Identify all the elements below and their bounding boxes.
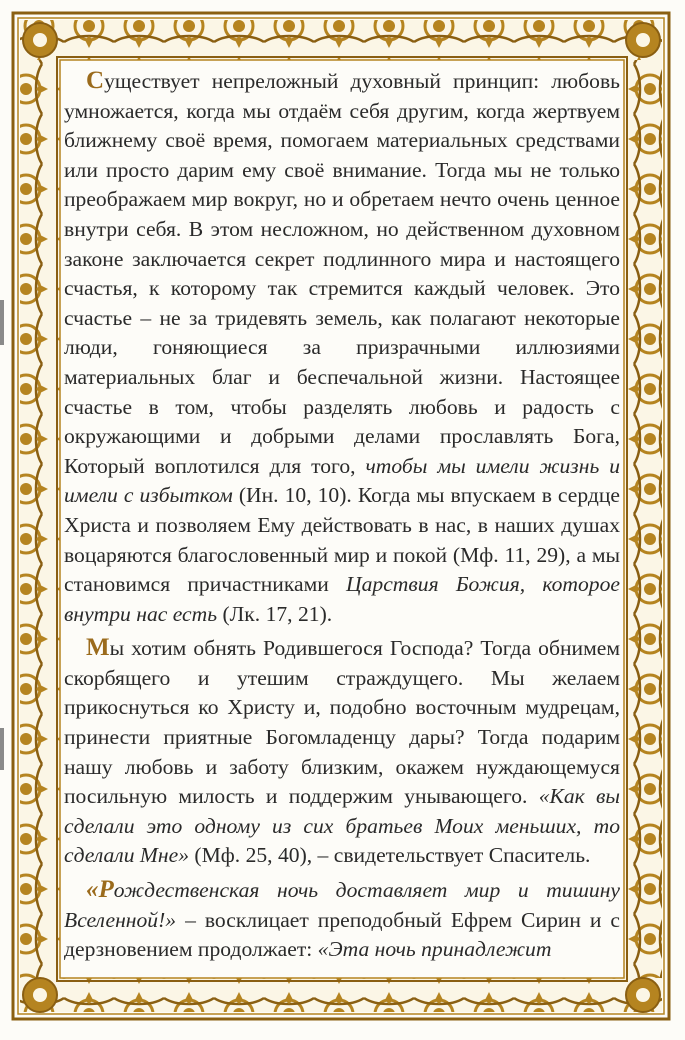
- drop-cap: «Р: [86, 876, 114, 904]
- ornament-band-right: [624, 60, 662, 978]
- text-panel: [64, 66, 620, 972]
- text-run: (Ин. 10, 10). Когда мы впускаем в сердце Христа и позволяем Ему действовать в нас, в наших душах воцаряются благословенный мир и покой (Мф. 11, 29), а мы становимся причастниками: [64, 483, 620, 597]
- text-run: ы хотим обнять Родившегося Господа? Тогда обнимем скорбящего и утешим страждущего. Мы желаем прикоснуться ко Христу и, подобно восточным мудрецам, принести приятные Богомладенцу дары? Тогда подарим нашу любовь и заботу близким, окажем нуждающемуся посильную милость и поддержим унывающего.: [64, 636, 620, 809]
- ornament-band-bottom: [20, 978, 662, 1012]
- text-run: (Мф. 25, 40), – свидетельствует Спаситель.: [189, 843, 591, 868]
- paragraph-2: [64, 633, 620, 871]
- drop-cap: С: [86, 67, 105, 94]
- paragraph-1: [64, 66, 620, 629]
- scripture-quote: ождественская ночь доставляет мир и тишину Вселенной!»: [64, 878, 620, 932]
- ornament-band-top: [20, 20, 662, 60]
- text-run: – восклицает преподобный Ефрем Сирин и с дерзновением продолжает:: [64, 907, 620, 962]
- ornament-band-left: [20, 60, 60, 978]
- scripture-quote: «Эта ночь принадлежит: [317, 937, 552, 962]
- scripture-quote: «Как вы сделали это одному из сих братьев Моих меньших, то сделали Мне»: [64, 784, 620, 868]
- scripture-quote: Царствия Божия, которое внутри нас есть: [64, 572, 620, 626]
- drop-cap: М: [86, 634, 110, 662]
- text-run: уществует непреложный духовный принцип: любовь умножается, когда мы отдаём себя другим, когда жертвуем ближнему своё время, помогаем материальных средствами или просто дарим ему своё внимание. Тогда мы не только преображаем мир вокруг, но и обретаем нечто очень ценное внутри себя. В этом несложном, но действенном духовном законе заключается секрет подлинного мира и настоящего счастья, к которому так стремится каждый человек. Это счастье – не за тридевять земель, как полагают некоторые люди, гоняющиеся за призрачными иллюзиями материальных благ и беспечальной жизни. Настоящее счастье в том, чтобы разделять любовь и радость с окружающими и добрыми делами прославлять Бога, Который воплотился для того,: [64, 69, 620, 478]
- paragraph-3: [64, 875, 620, 965]
- scripture-quote: чтобы мы имели жизнь и имели с избытком: [64, 453, 620, 508]
- text-run: (Лк. 17, 21).: [217, 601, 333, 626]
